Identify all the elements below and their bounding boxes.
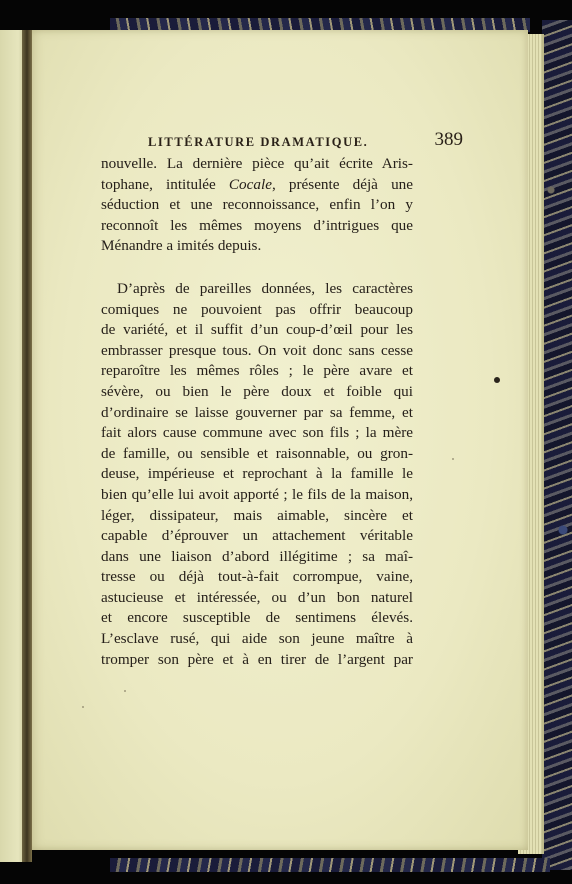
play-title: Cocale bbox=[228, 175, 272, 193]
ink-spot bbox=[494, 377, 500, 383]
text-line: reconnoît les mêmes moyens d’intrigues que bbox=[101, 216, 413, 234]
paper-speck bbox=[124, 690, 126, 692]
text-line: D’après de pareilles données, les caractères bbox=[117, 279, 413, 297]
text-line: fait alors cause commune avec son fils ; la mère bbox=[101, 424, 413, 442]
text-line: reparoître les mêmes rôles ; le père avare et bbox=[101, 362, 413, 380]
text-line: séduction et une reconnoissance, enfin l’on y bbox=[101, 196, 413, 214]
text-line: comiques ne pouvoient pas offrir beaucoup bbox=[101, 300, 413, 318]
paragraph bbox=[101, 279, 413, 670]
marbled-edge-bottom bbox=[110, 858, 550, 872]
text-line: léger, dissipateur, mais aimable, sincère et bbox=[101, 506, 413, 524]
text-line: sévère, ou bien le père doux et foible qui bbox=[101, 382, 413, 400]
text-line: nouvelle. La dernière pièce qu’ait écrite Aris- bbox=[101, 155, 413, 172]
book-binding bbox=[22, 30, 32, 862]
text-line: capable d’éprouver un attachement véritable bbox=[101, 527, 413, 545]
paragraph bbox=[101, 154, 413, 257]
page-header bbox=[118, 130, 463, 154]
text-line: deuse, impérieuse et reprochant à la famille le bbox=[101, 465, 413, 483]
text-line: tromper son père et à en tirer de l’argent par bbox=[101, 650, 413, 668]
page-body bbox=[101, 154, 413, 670]
text-line: bien qu’elle lui avoit apporté ; le fils de la maison, bbox=[101, 485, 413, 503]
text-line: Ménandre a imités depuis. bbox=[101, 237, 262, 255]
marbled-edge-right bbox=[542, 20, 572, 870]
text-line: tophane, intitulée Cocale, présente déjà une bbox=[101, 175, 413, 193]
page-number: 389 bbox=[434, 129, 463, 150]
text-line: embrasser presque tous. On voit donc sans cesse bbox=[101, 341, 413, 359]
text-line: de famille, ou sensible et raisonnable, ou gron- bbox=[101, 444, 413, 462]
text-line: dans une liaison d’abord illégitime ; sa maî- bbox=[101, 547, 413, 565]
text-line: de variété, et il suffit d’un coup-d’œil pour les bbox=[101, 321, 413, 339]
text-line: astucieuse et intéressée, ou d’un bon naturel bbox=[101, 588, 413, 606]
text-line: tresse ou déjà tout-à-fait corrompue, vaine, bbox=[101, 568, 413, 586]
paper-speck bbox=[82, 706, 84, 708]
text-line: et encore susceptible de sentimens élevés. bbox=[101, 609, 413, 627]
running-title: LITTÉRATURE DRAMATIQUE. bbox=[148, 135, 369, 149]
text-line: L’esclave rusé, qui aide son jeune maître à bbox=[101, 630, 413, 648]
paper-speck bbox=[452, 458, 454, 460]
text-line: d’ordinaire se laisse gouverner par sa femme, et bbox=[101, 403, 413, 421]
